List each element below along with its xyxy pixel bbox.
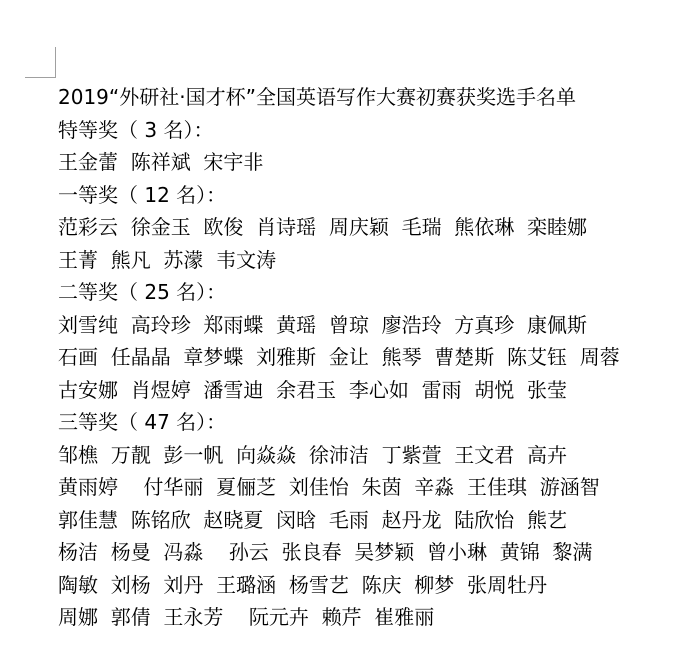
third-prize-names-line-3: 郭佳慧 陈铭欣 赵晓夏 闵晗 毛雨 赵丹龙 陆欣怡 熊艺 [58, 507, 568, 532]
third-prize-names-line-6: 周娜 郭倩 王永芳 阮元卉 赖芹 崔雅丽 [58, 605, 435, 629]
third-prize-names-line-4: 杨洁 杨曼 冯淼 孙云 张良春 吴梦颖 曾小琳 黄锦 黎满 [58, 540, 593, 564]
special-prize-heading: 特等奖（ 3 名）： [58, 117, 214, 142]
third-prize-heading: 三等奖（ 47 名）： [58, 410, 227, 434]
first-prize-heading: 一等奖（ 12 名）： [58, 182, 227, 207]
page-corner-marker [25, 47, 56, 78]
third-prize-names-line-1: 邹樵 万靓 彭一帆 向焱焱 徐沛洁 丁紫萱 王文君 高卉 [58, 442, 568, 467]
second-prize-names-line-2: 石画 任晶晶 章梦蝶 刘雅斯 金让 熊琴 曹楚斯 陈艾钰 周蓉 [58, 345, 620, 369]
document-body [58, 81, 688, 634]
second-prize-names-line-3: 古安娜 肖煜婷 潘雪迪 余君玉 李心如 雷雨 胡悦 张莹 [58, 377, 568, 402]
document-title: 2019“外研社·国才杯”全国英语写作大赛初赛获奖选手名单 [58, 85, 576, 109]
third-prize-names-line-2: 黄雨婷 付华丽 夏俪芝 刘佳怡 朱茵 辛淼 王佳琪 游涵智 [58, 475, 600, 499]
second-prize-names-line-1: 刘雪纯 高玲珍 郑雨蝶 黄瑶 曾琼 廖浩玲 方真珍 康佩斯 [58, 312, 588, 337]
third-prize-names-line-5: 陶敏 刘杨 刘丹 王璐涵 杨雪艺 陈庆 柳梦 张周牡丹 [58, 572, 548, 597]
second-prize-heading: 二等奖（ 25 名）： [58, 280, 227, 304]
first-prize-names-line-1: 范彩云 徐金玉 欧俊 肖诗瑶 周庆颖 毛瑞 熊依琳 栾睦娜 [58, 215, 588, 239]
special-prize-names: 王金蕾 陈祥斌 宋宇非 [58, 150, 264, 174]
first-prize-names-line-2: 王菁 熊凡 苏濛 韦文涛 [58, 247, 277, 272]
